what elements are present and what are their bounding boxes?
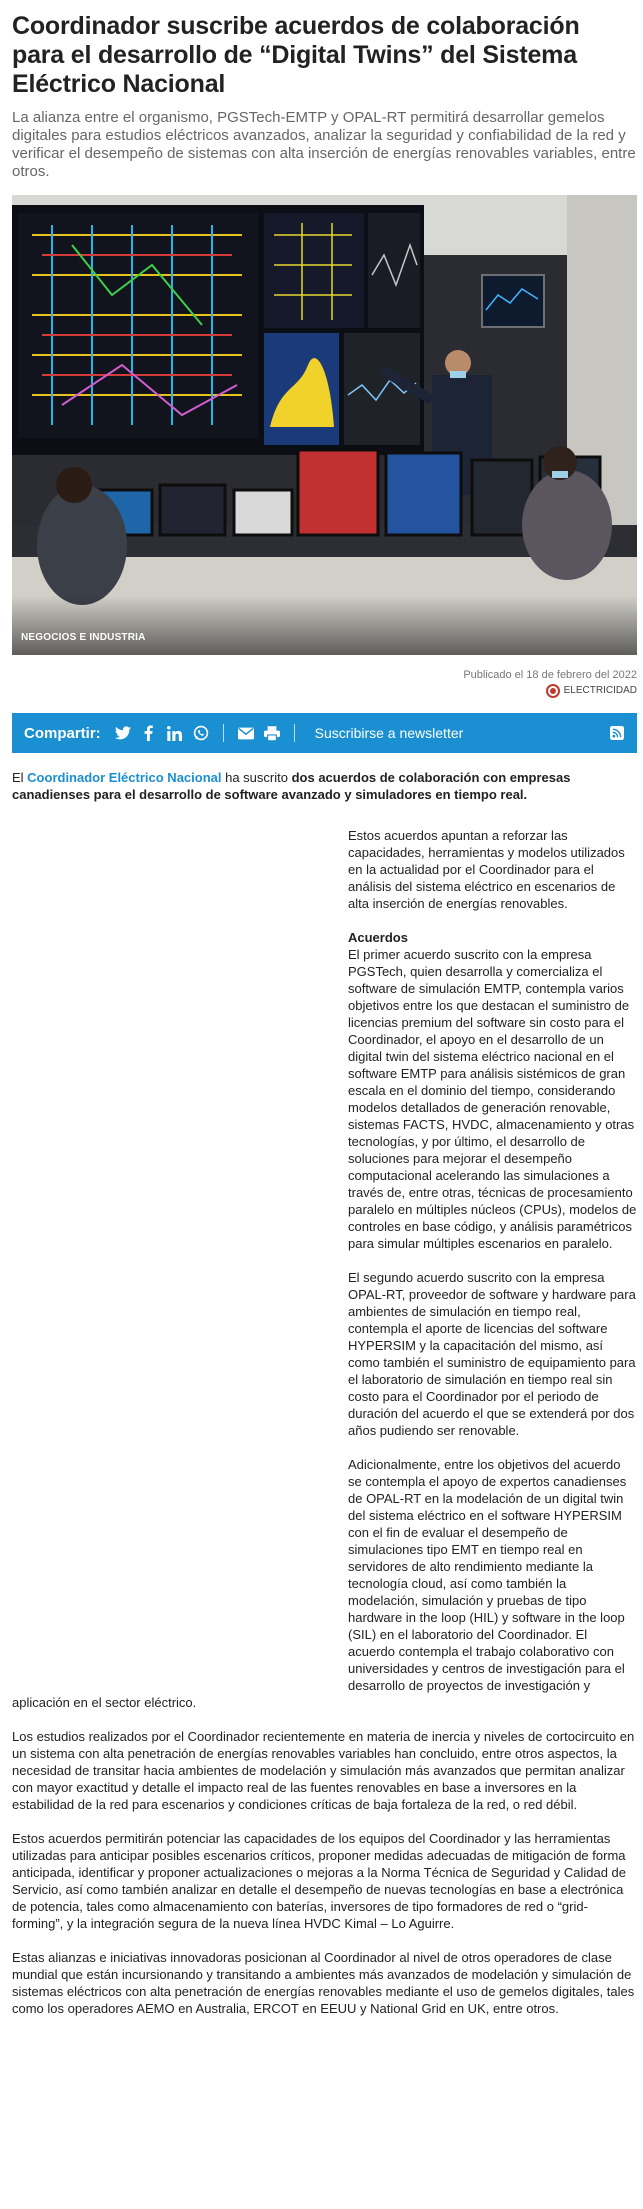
- article-meta: [12, 667, 637, 699]
- share-bar: [12, 713, 637, 753]
- email-icon[interactable]: [238, 725, 254, 741]
- intro-prefix: El: [12, 770, 28, 785]
- section-subtitle: Acuerdos: [348, 930, 408, 945]
- body-paragraph-5: Los estudios realizados por el Coordinador recientemente en materia de inercia y niveles de cortocircuito en un sistema con alta penetración de energías renovables variables han concluido, entre otros aspectos, la necesidad de transitar hacia ambientes de modelación y simulación más avanzados que permitan analizar con mayor exactitud y detalle el impacto real de las fuentes renovables en base a inversores en la estabilidad de la red para escenarios y condiciones críticas de baja fortaleza de la red, o red débil.: [12, 1729, 635, 1812]
- body-paragraph-4: Adicionalmente, entre los objetivos del acuerdo se contempla el apoyo de expertos canadienses de OPAL-RT en la modelación de un digital twin del sistema eléctrico en el software HYPERSIM con el fin de evaluar el desempeño de simulaciones tipo EMT en tiempo real en servidores de alto rendimiento mediante la tecnología cloud, así como también la modelación, simulación y pruebas de tipo hardware in the loop (HIL) y software in the loop (SIL) en el laboratorio del Coordinador. El acuerdo contempla el trabajo colaborativo con universidades y centros de investigación para el desarrollo de proyectos de investigación y aplicación en el sector eléctrico.: [12, 1457, 627, 1710]
- intro-middle: ha suscrito: [221, 770, 292, 785]
- twitter-icon[interactable]: [115, 725, 131, 741]
- intro-org-link[interactable]: Coordinador Eléctrico Nacional: [27, 770, 222, 785]
- rss-icon[interactable]: [609, 725, 625, 741]
- body-paragraph-2-text: El primer acuerdo suscrito con la empresa PGSTech, quien desarrolla y comercializa el software de simulación EMTP, contempla varios objetivos entre los que destacan el suministro de licencias premium del software sin costo para el Coordinador, el apoyo en el desarrollo de un digital twin del sistema eléctrico nacional en el software EMTP para análisis sistémicos de gran escala en el dominio del tiempo, considerando modelos detallados de generación renovable, sistemas FACTS, HVDC, almacenamiento y otras tecnologías, y por último, el desarrollo de soluciones para mejorar el desempeño computacional acelerando las simulaciones a través de, entre otras, técnicas de procesamiento paralelo en múltiples núcleos (CPUs), modelos de controles en base código, y análisis paramétricos para simular múltiples escenarios en paralelo.: [348, 947, 637, 1251]
- topic-tag-label[interactable]: ELECTRICIDAD: [563, 685, 637, 696]
- share-separator: [223, 724, 224, 742]
- control-room-photo: [12, 195, 637, 655]
- share-separator-2: [294, 724, 295, 742]
- linkedin-icon[interactable]: [167, 725, 183, 741]
- body-paragraph-7: Estas alianzas e iniciativas innovadoras posicionan al Coordinador al nivel de otros operadores de clase mundial que están incursionando y transitando a ambientes más avanzados de modelación y simulación de sistemas eléctricos con alta penetración de energías renovables mediante el uso de gemelos digitales, tales como los operadores AEMO en Australia, ERCOT en EEUU y National Grid en UK, entre otros.: [12, 1950, 635, 2016]
- body-paragraph-6: Estos acuerdos permitirán potenciar las capacidades de los equipos del Coordinador y las herramientas utilizadas para anticipar posibles escenarios críticos, proponer medidas adecuadas de mitigación de forma anticipada, identificar y proponer actualizaciones o mejoras a la Norma Técnica de Seguridad y Calidad de Servicio, así como también analizar en detalle el desempeño de nuevas tecnologías en base a electrónica de potencia, tales como almacenamiento con baterías, inversores de tipo formadores de red o “grid-forming”, y la integración segura de la nueva línea HVDC Kimal – Lo Aguirre.: [12, 1831, 626, 1931]
- newsletter-subscribe-link[interactable]: Suscribirse a newsletter: [314, 725, 464, 741]
- body-paragraph-3: El segundo acuerdo suscrito con la empresa OPAL-RT, proveedor de software y hardware para ambientes de simulación en tiempo real, contempla el aporte de licencias del software HYPERSIM y la capacitación del mismo, así como también el suministro de equipamiento para el laboratorio de simulación en tiempo real sin costo para el Coordinador por el periodo de duración del acuerdo el que se extenderá por dos años pudiendo ser renovable.: [348, 1270, 636, 1438]
- intro-bold: dos acuerdos de colaboración con empresas canadienses para el desarrollo de software avanzado y simuladores en tiempo real.: [12, 770, 571, 802]
- hero-photo: [12, 195, 637, 655]
- share-icons: [115, 724, 464, 742]
- whatsapp-icon[interactable]: [193, 725, 209, 741]
- image-category-label[interactable]: NEGOCIOS E INDUSTRIA: [21, 632, 146, 643]
- body-paragraph-1: Estos acuerdos apuntan a reforzar las capacidades, herramientas y modelos utilizados en la actualidad por el Coordinador para el análisis del sistema eléctrico en escenarios de alta inserción de energías renovables.: [348, 828, 625, 911]
- topic-tag-icon: [546, 684, 560, 698]
- facebook-icon[interactable]: [141, 725, 157, 741]
- print-icon[interactable]: [264, 725, 280, 741]
- publish-date: Publicado el 18 de febrero del 2022: [463, 669, 637, 681]
- article-column: [12, 12, 637, 2017]
- article-intro: [12, 769, 637, 803]
- floating-placeholder: [12, 827, 348, 1690]
- article-lead: La alianza entre el organismo, PGSTech-EMTP y OPAL-RT permitirá desarrollar gemelos digitales para estudios eléctricos avanzados, analizar la seguridad y confiabilidad de la red y verificar el desempeño de sistemas con alta inserción de energías renovables variables, entre otros.: [12, 109, 636, 180]
- share-label: Compartir:: [24, 724, 101, 742]
- topic-tag[interactable]: [12, 683, 637, 699]
- article-body: [12, 827, 637, 2017]
- article-title: Coordinador suscribe acuerdos de colaboración para el desarrollo de “Digital Twins” del Sistema Eléctrico Nacional: [12, 12, 580, 98]
